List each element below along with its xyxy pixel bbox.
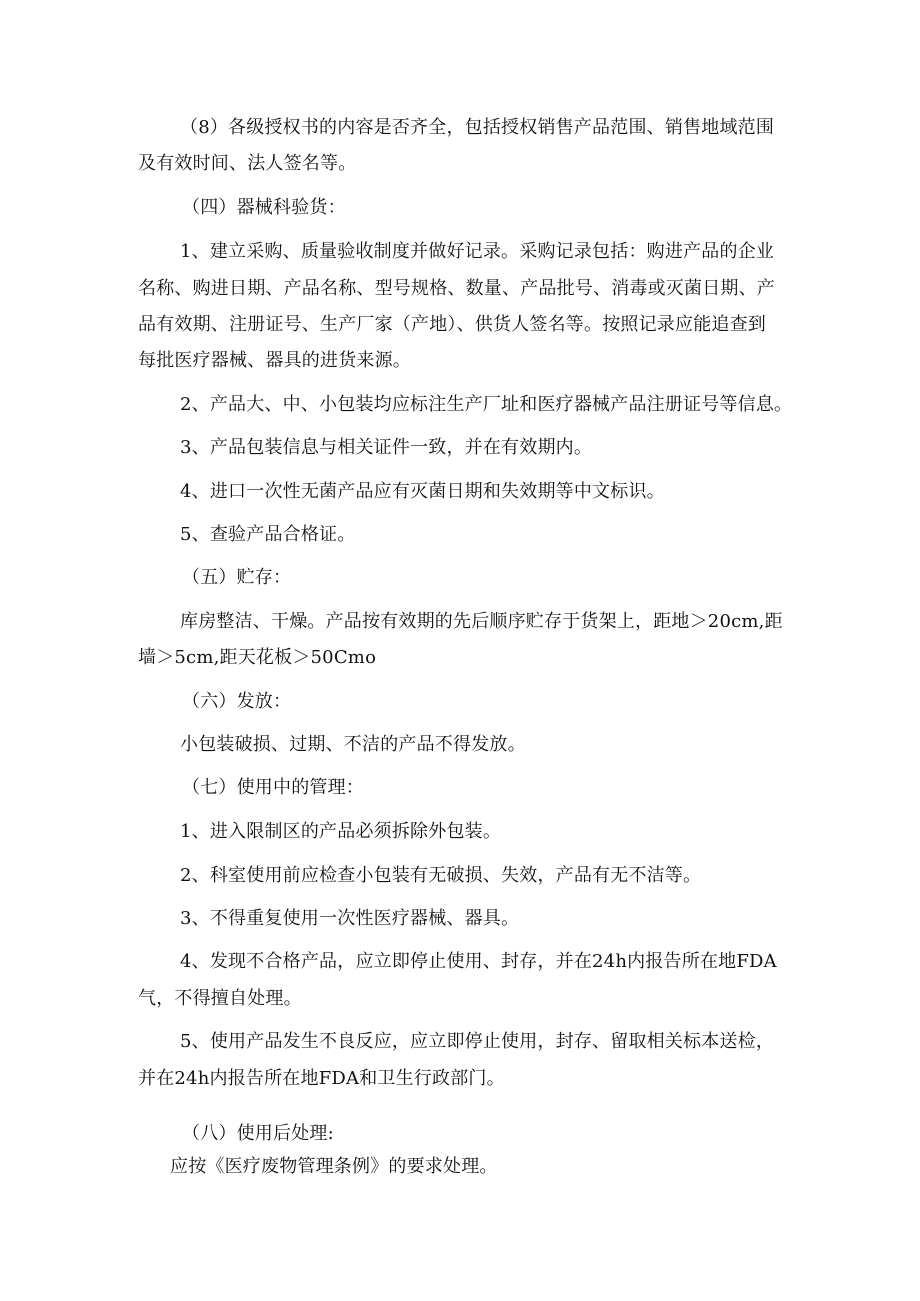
text-line: 5、查验产品合格证。 [180, 524, 356, 545]
section-heading: （八）使用后处理: [182, 1123, 334, 1144]
text-line: 墙＞5cm,距天花板＞50Cmo [138, 647, 377, 668]
text-line: 品有效期、注册证号、生产厂家（产地）、供货人签名等。按照记录应能追查到 [138, 314, 766, 335]
text-line: 4、发现不合格产品，应立即停止使用、封存，并在24h内报告所在地FDA [180, 951, 777, 972]
text-line: 每批医疗器械、器具的进货来源。 [138, 350, 411, 371]
text-line: 2、产品大、中、小包装均应标注生产厂址和医疗器械产品注册证号等信息。 [180, 394, 793, 415]
text-line: 5、使用产品发生不良反应，应立即停止使用，封存、留取相关标本送检， [180, 1031, 775, 1052]
text-line: 应按《医疗废物管理条例》的要求处理。 [170, 1156, 498, 1177]
section-heading: （六）发放： [182, 691, 292, 712]
text-line: 气，不得擅自处理。 [138, 988, 302, 1009]
text-line: 3、产品包装信息与相关证件一致，并在有效期内。 [180, 437, 593, 458]
text-line: 1、进入限制区的产品必须拆除外包装。 [180, 821, 502, 842]
text-line: 小包装破损、过期、不洁的产品不得发放。 [180, 734, 526, 755]
text-line: 4、进口一次性无菌产品应有灭菌日期和失效期等中文标识。 [180, 481, 665, 502]
text-line: 及有效时间、法人签名等。 [138, 153, 357, 174]
text-line: 3、不得重复使用一次性医疗器械、器具。 [180, 908, 520, 929]
section-heading: （七）使用中的管理： [182, 777, 364, 798]
section-heading: （四）器械科验货： [182, 197, 346, 218]
text-line: 库房整洁、干燥。产品按有效期的先后顺序贮存于货架上，距地＞20cm,距 [180, 611, 783, 632]
text-line: 并在24h内报告所在地FDA和卫生行政部门。 [138, 1068, 505, 1089]
text-line: 2、科室使用前应检查小包装有无破损、失效，产品有无不洁等。 [180, 865, 702, 886]
section-heading: （五）贮存： [182, 567, 292, 588]
text-line: 名称、购进日期、产品名称、型号规格、数量、产品批号、消毒或灭菌日期、产 [138, 278, 775, 299]
text-line: （8）各级授权书的内容是否齐全，包括授权销售产品范围、销售地域范围 [180, 117, 775, 138]
text-line: 1、建立采购、质量验收制度并做好记录。采购记录包括：购进产品的企业 [180, 241, 775, 262]
